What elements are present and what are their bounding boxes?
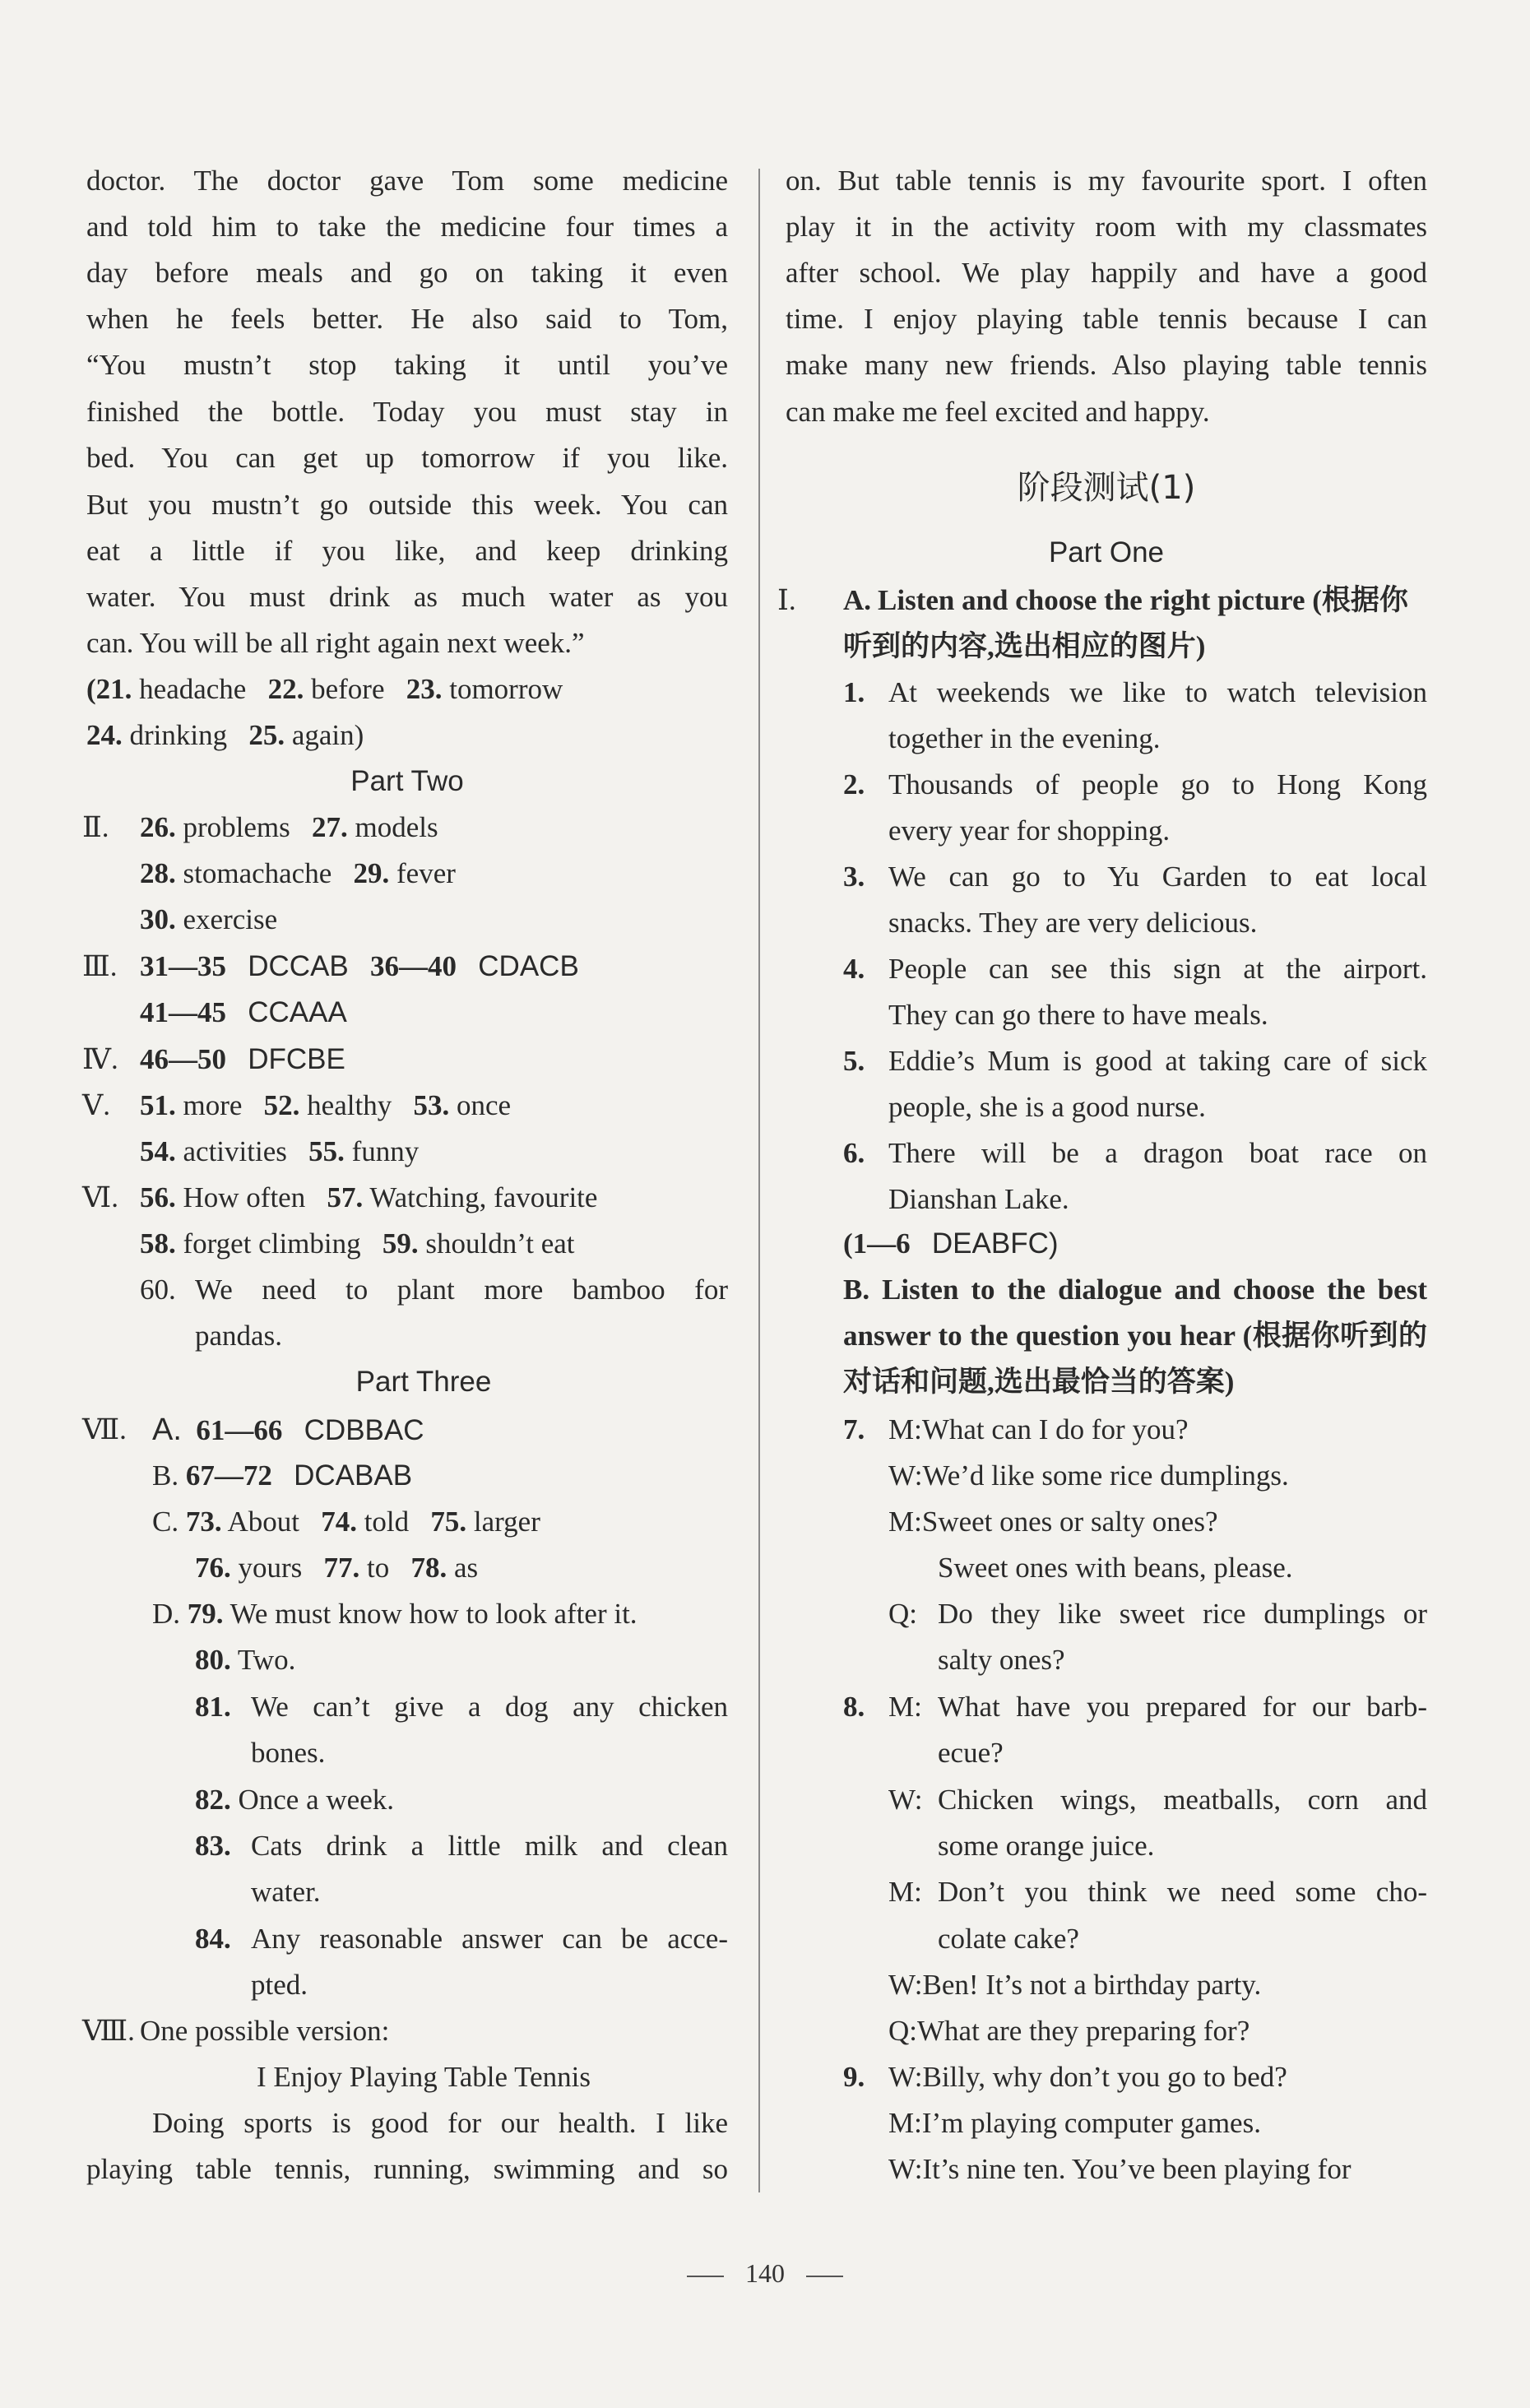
section-roman: Ⅵ. [82, 1181, 118, 1213]
instruction-line: 听到的内容,选出相应的图片) [843, 630, 1206, 662]
page-footer [0, 2258, 1530, 2289]
answer-number: 30. [140, 903, 176, 935]
answer-number: 82. [195, 1784, 231, 1816]
essay-line: make many new friends. Also playing table tennis [786, 349, 1427, 381]
answer-text: CDBBAC [304, 1414, 424, 1446]
item-text: There will be a dragon boat race on [888, 1137, 1427, 1169]
answer-number-text: 81. [195, 1691, 231, 1723]
essay-title: I Enjoy Playing Table Tennis [257, 2061, 591, 2093]
dialogue-speaker: M: [888, 1876, 922, 1908]
section-roman: Ⅳ. [82, 1043, 118, 1075]
passage-line: finished the bottle. Today you must stay in [86, 396, 728, 428]
part-two-heading: Part Two [350, 765, 464, 797]
passage-line: can. You will be all right again next week.” [86, 627, 585, 659]
part-three-heading: Part Three [355, 1366, 492, 1398]
speaker: W: [888, 1969, 923, 2001]
answers-21-23 [86, 673, 563, 706]
answer-text: more [183, 1089, 243, 1121]
answers-41-45 [140, 996, 347, 1029]
footer-rule [806, 2276, 843, 2277]
passage-line: when he feels better. He also said to Tom, [86, 303, 728, 335]
answer-text: stomachache [183, 857, 332, 889]
answer-79 [152, 1598, 638, 1631]
dialogue-line: Don’t you think we need some cho- [938, 1876, 1427, 1908]
answer-text: headache [139, 673, 247, 705]
answer-text: DEABFC) [931, 1227, 1059, 1260]
number-text: 8. [843, 1691, 865, 1723]
answers-28-29 [140, 857, 456, 890]
item-number: 1. [843, 676, 865, 708]
dialogue-line: Do they like sweet rice dumplings or [938, 1598, 1427, 1630]
passage-line: bed. You can get up tomorrow if you like. [86, 442, 728, 474]
answer-text: told [364, 1506, 410, 1538]
footer-rule [687, 2276, 724, 2277]
answer-text: once [456, 1089, 512, 1121]
dialogue-speaker: Q: [888, 1598, 917, 1630]
speaker: Q: [888, 2015, 917, 2047]
answer-text: larger [473, 1506, 540, 1538]
answer-number: 57. [327, 1181, 364, 1213]
dialogue-line: salty ones? [938, 1644, 1065, 1676]
dialogue-line [888, 1459, 1289, 1492]
answers-1-6 [843, 1227, 1059, 1260]
essay-line: on. But table tennis is my favourite sport. I often [786, 165, 1427, 197]
dialogue-line: What have you prepared for our barb- [938, 1691, 1427, 1723]
dialogue-line: some orange juice. [938, 1830, 1155, 1862]
dialogue-line [888, 1969, 1261, 2002]
item-number: 2. [843, 768, 865, 800]
speaker: M: [888, 1506, 922, 1538]
answer-text: drinking [129, 719, 228, 751]
subsection-label: B. [152, 1459, 179, 1492]
dialogue-line: ecue? [938, 1737, 1004, 1769]
subsection-label: D. [152, 1598, 181, 1630]
label-text: A. [843, 584, 872, 616]
answer-text: as [454, 1552, 479, 1584]
item-number: 5. [843, 1045, 865, 1077]
answer-text: Once a week. [238, 1784, 394, 1816]
essay-line: Doing sports is good for our health. I like [152, 2107, 728, 2139]
number-text: 9. [843, 2061, 865, 2093]
stage-test-title: 阶段测试(1) [1017, 469, 1196, 507]
dialogue-line [888, 2107, 1261, 2140]
answers-61-66 [152, 1413, 424, 1446]
instruction-line: B. Listen to the dialogue and choose the best [843, 1274, 1427, 1306]
dialogue-number [843, 2061, 865, 2094]
passage-line: eat a little if you like, and keep drinking [86, 535, 728, 567]
subsection-label: C. [152, 1506, 179, 1538]
dialogue-number [843, 1413, 865, 1446]
answer-text: funny [351, 1135, 420, 1167]
item-text: They can go there to have meals. [888, 999, 1268, 1031]
answer-text: to [367, 1552, 390, 1584]
answer-text: How often [183, 1181, 306, 1213]
page-number: 140 [745, 2258, 785, 2288]
answer-text: Two. [237, 1644, 296, 1676]
dialogue-line: Sweet ones with beans, please. [938, 1552, 1293, 1584]
answer-text: CDACB [478, 950, 579, 982]
answers-24-25 [86, 719, 364, 752]
passage-line: day before meals and go on taking it even [86, 257, 728, 289]
answers-46-50 [140, 1043, 345, 1076]
answer-range: 67—72 [185, 1459, 272, 1492]
utterance: Billy, why don’t you go to bed? [922, 2061, 1287, 2093]
answer-text: forget climbing [183, 1227, 361, 1260]
answer-text: problems [183, 811, 290, 843]
speaker: M: [888, 1413, 922, 1445]
section-roman: Ⅷ. [82, 2015, 135, 2047]
answer-80 [195, 1644, 295, 1677]
answer-83-text: water. [251, 1876, 321, 1908]
answer-text: again) [291, 719, 364, 751]
answer-text: fever [396, 857, 456, 889]
answer-number [195, 1923, 231, 1956]
answer-number: 22. [267, 673, 304, 705]
answer-text: shouldn’t eat [425, 1227, 575, 1260]
speaker: W: [888, 2153, 923, 2185]
answer-number-text: 84. [195, 1923, 231, 1955]
answer-text: healthy [307, 1089, 392, 1121]
dialogue-line [888, 2153, 1352, 2186]
dialogue-line [888, 1413, 1188, 1446]
answer-81-text: We can’t give a dog any chicken [251, 1691, 728, 1723]
utterance: Ben! It’s not a birthday party. [922, 1969, 1262, 2001]
answer-number: 54. [140, 1135, 176, 1167]
section-roman: Ⅴ. [82, 1089, 111, 1121]
answer-number: 80. [195, 1644, 231, 1676]
answer-number: 55. [308, 1135, 345, 1167]
answer-84-text: pted. [251, 1969, 308, 2001]
answer-text: We must know how to look after it. [230, 1598, 638, 1630]
item-text: every year for shopping. [888, 814, 1171, 847]
section-roman: Ⅰ. [777, 584, 796, 616]
version-intro: One possible version: [140, 2015, 390, 2047]
answer-81-text: bones. [251, 1737, 326, 1769]
answer-text: Watching, favourite [369, 1181, 598, 1213]
item-text: together in the evening. [888, 722, 1161, 754]
utterance: Sweet ones or salty ones? [921, 1506, 1218, 1538]
answer-text: DFCBE [248, 1043, 345, 1075]
answer-84-text: Any reasonable answer can be acce- [251, 1923, 728, 1955]
instruction-line: Listen and choose the right picture (根据你 [878, 584, 1408, 616]
dialogue-line [888, 2015, 1250, 2048]
answer-number: 29. [353, 857, 390, 889]
instruction-line: answer to the question you hear (根据你听到的 [843, 1320, 1427, 1352]
dialogue-line [888, 2061, 1287, 2094]
speaker: W: [888, 1459, 923, 1492]
essay-line: after school. We play happily and have a good [786, 257, 1427, 289]
item-number: 4. [843, 953, 865, 985]
answer-number: 23. [406, 673, 443, 705]
answer-number [195, 1691, 231, 1724]
answer-number: 52. [263, 1089, 300, 1121]
dialogue-speaker: W: [888, 1784, 923, 1816]
dialogue-line: colate cake? [938, 1923, 1079, 1955]
answer-number: 27. [312, 811, 348, 843]
number-text: 7. [843, 1413, 865, 1445]
answer-number: 78. [410, 1552, 447, 1584]
item-text: people, she is a good nurse. [888, 1091, 1206, 1123]
answer-number: 79. [187, 1598, 224, 1630]
subsection-label: A. [152, 1413, 182, 1447]
answer-text: yours [238, 1552, 303, 1584]
answer-60-number: 60. [140, 1274, 176, 1306]
answer-text: exercise [183, 903, 278, 935]
column-divider [758, 169, 760, 2192]
answer-number: (21. [86, 673, 132, 705]
item-number: 3. [843, 861, 865, 893]
answer-text: tomorrow [449, 673, 563, 705]
answer-number: 77. [323, 1552, 360, 1584]
speaker: W: [888, 2061, 923, 2093]
utterance: I’m playing computer games. [921, 2107, 1261, 2139]
answer-number: 74. [321, 1506, 357, 1538]
speaker: M: [888, 2107, 922, 2139]
item-number: 6. [843, 1137, 865, 1169]
answer-text: About [227, 1506, 299, 1538]
answer-number: 75. [430, 1506, 467, 1538]
answer-range: 31—35 [140, 950, 226, 982]
dialogue-line: Chicken wings, meatballs, corn and [938, 1784, 1427, 1816]
answers-58-59 [140, 1227, 575, 1260]
answers-73-75 [152, 1506, 540, 1538]
answer-number: 58. [140, 1227, 176, 1260]
item-text: People can see this sign at the airport. [888, 953, 1427, 985]
answer-range: 36—40 [370, 950, 457, 982]
section-roman: Ⅱ. [82, 811, 109, 843]
answer-number: 25. [248, 719, 285, 751]
answers-26-27 [140, 811, 438, 844]
essay-line: play it in the activity room with my classmates [786, 211, 1427, 243]
answer-text: models [355, 811, 438, 843]
passage-line: But you mustn’t go outside this week. You can [86, 489, 728, 521]
answer-60-text: pandas. [195, 1320, 282, 1352]
section-roman: Ⅲ. [82, 950, 118, 982]
passage-line: “You mustn’t stop taking it until you’ve [86, 349, 728, 381]
answers-56-57 [140, 1181, 597, 1214]
answer-number: 28. [140, 857, 176, 889]
dialogue-number [843, 1691, 865, 1724]
item-text: Thousands of people go to Hong Kong [888, 768, 1427, 800]
item-text: We can go to Yu Garden to eat local [888, 861, 1427, 893]
answer-number: 76. [195, 1552, 231, 1584]
answer-number [195, 1830, 231, 1863]
answer-60-text: We need to plant more bamboo for [195, 1274, 728, 1306]
answers-51-53 [140, 1089, 511, 1122]
dialogue-speaker: M: [888, 1691, 922, 1723]
passage-line: and told him to take the medicine four times a [86, 211, 728, 243]
utterance: What are they preparing for? [917, 2015, 1250, 2047]
answer-text: before [311, 673, 385, 705]
passage-line: water. You must drink as much water as you [86, 581, 728, 613]
answers-76-78 [195, 1552, 478, 1584]
answer-range: (1—6 [843, 1227, 911, 1260]
answer-number: 51. [140, 1089, 176, 1121]
answers-31-40 [140, 950, 579, 983]
part-one-heading: Part One [1048, 536, 1165, 568]
answer-number: 26. [140, 811, 176, 843]
utterance: It’s nine ten. You’ve been playing for [922, 2153, 1352, 2185]
answers-30 [140, 903, 277, 936]
answer-range: 46—50 [140, 1043, 226, 1075]
answer-83-text: Cats drink a little milk and clean [251, 1830, 728, 1862]
section-roman: Ⅶ. [82, 1413, 127, 1445]
answer-number: 24. [86, 719, 123, 751]
essay-line: time. I enjoy playing table tennis because I can [786, 303, 1427, 335]
answer-82 [195, 1784, 394, 1816]
answer-text: activities [183, 1135, 287, 1167]
utterance: What can I do for you? [921, 1413, 1189, 1445]
answers-67-72 [152, 1459, 412, 1492]
answer-range: 61—66 [196, 1414, 283, 1446]
item-text: Dianshan Lake. [888, 1183, 1069, 1215]
answers-54-55 [140, 1135, 419, 1168]
item-text: Eddie’s Mum is good at taking care of sick [888, 1045, 1427, 1077]
item-text: snacks. They are very delicious. [888, 907, 1258, 939]
instruction-line: 对话和问题,选出最恰当的答案) [843, 1366, 1235, 1398]
answer-number: 73. [185, 1506, 222, 1538]
answer-number: 59. [382, 1227, 419, 1260]
answer-text: DCABAB [294, 1459, 413, 1492]
essay-line: playing table tennis, running, swimming and so [86, 2153, 728, 2185]
subsection-label [843, 584, 871, 617]
dialogue-line [888, 1506, 1218, 1538]
answer-range: 41—45 [140, 996, 226, 1028]
utterance: We’d like some rice dumplings. [922, 1459, 1289, 1492]
item-text: At weekends we like to watch television [888, 676, 1427, 708]
answer-number: 56. [140, 1181, 176, 1213]
essay-line: can make me feel excited and happy. [786, 396, 1210, 428]
answer-number-text: 83. [195, 1830, 231, 1862]
passage-line: doctor. The doctor gave Tom some medicine [86, 165, 728, 197]
answer-text: DCCAB [248, 950, 349, 982]
answer-text: CCAAA [248, 996, 347, 1028]
answer-number: 53. [413, 1089, 450, 1121]
